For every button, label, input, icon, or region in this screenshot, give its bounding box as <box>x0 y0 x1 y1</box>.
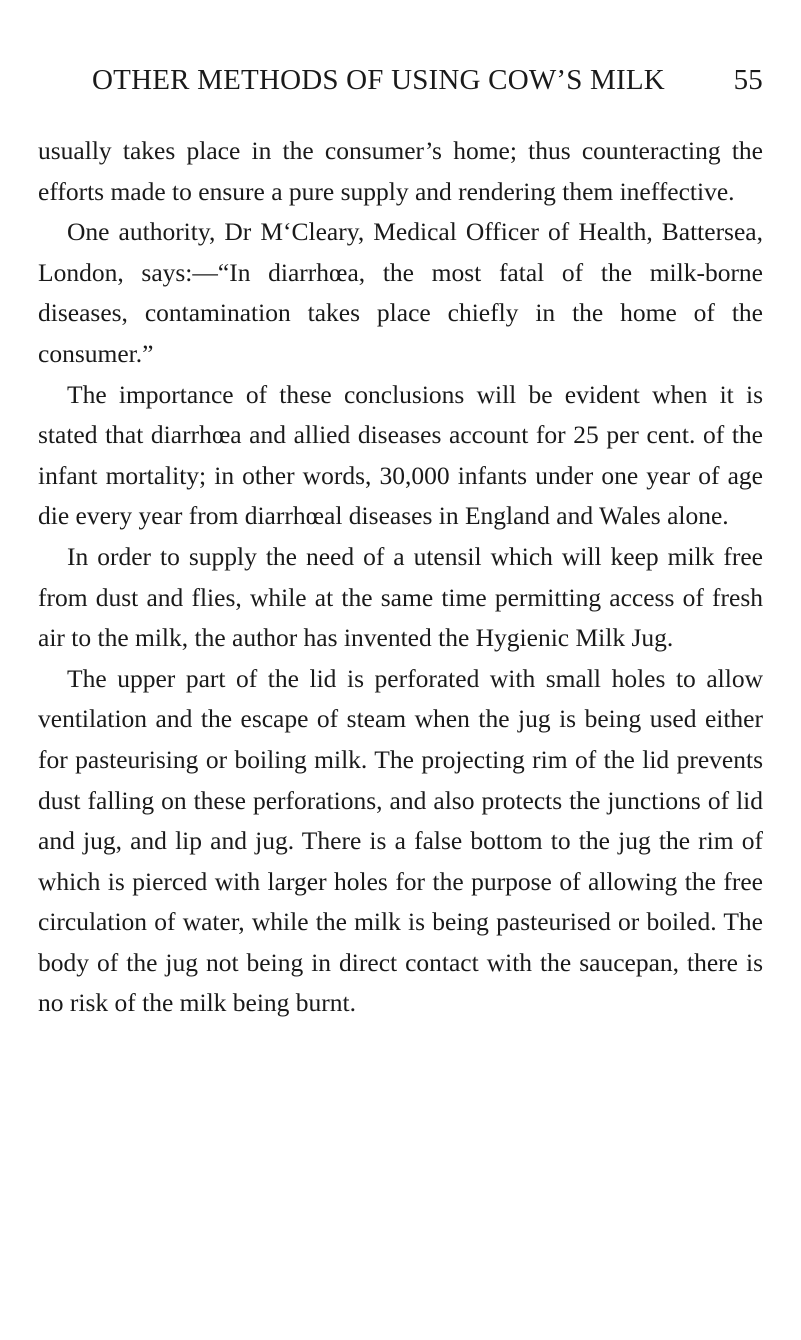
paragraph-hygienic-milk-jug: In order to supply the need of a utensil which will keep milk free from dust and flies, while at the same time permitting access of fresh air to the milk, the author has invented the Hygienic Milk Jug. <box>38 541 763 653</box>
paragraph-infant-mortality: The importance of these conclusions will be evident when it is stated that diarrhœa and allied diseases account for 25 per cent. of the infant mortality; in other words, 30,000 infants under one year of age die every year from diarrhœal diseases in England and Wales alone. <box>38 379 763 531</box>
paragraph-continued: usually takes place in the consumer’s home; thus counteracting the efforts made to ensure a pure supply and rendering them ineffective. <box>38 136 763 206</box>
page-number: 55 <box>733 64 763 96</box>
running-head <box>38 64 763 97</box>
paragraph-jug-description: The upper part of the lid is perforated with small holes to allow ventilation and the escape of steam when the jug is being used either for pasteurising or boiling milk. The projecting rim of the lid prevents dust falling on these perforations, and also protects the junctions of lid and jug, and lip and jug. There is a false bottom to the jug the rim of which is pierced with larger holes for the purpose of allowing the free circulation of water, while the milk is being pasteurised or boiled. The body of the jug not being in direct contact with the saucepan, there is no risk of the milk being burnt. <box>38 663 763 1018</box>
body-text <box>38 131 763 1024</box>
paragraph-mccleary-quote: One authority, Dr M‘Cleary, Medical Officer of Health, Battersea, London, says:—“In diarrhœa, the most fatal of the milk-borne diseases, contamination takes place chiefly in the home of the consumer.” <box>38 217 763 368</box>
running-head-title: OTHER METHODS OF USING COW’S MILK <box>92 64 665 96</box>
